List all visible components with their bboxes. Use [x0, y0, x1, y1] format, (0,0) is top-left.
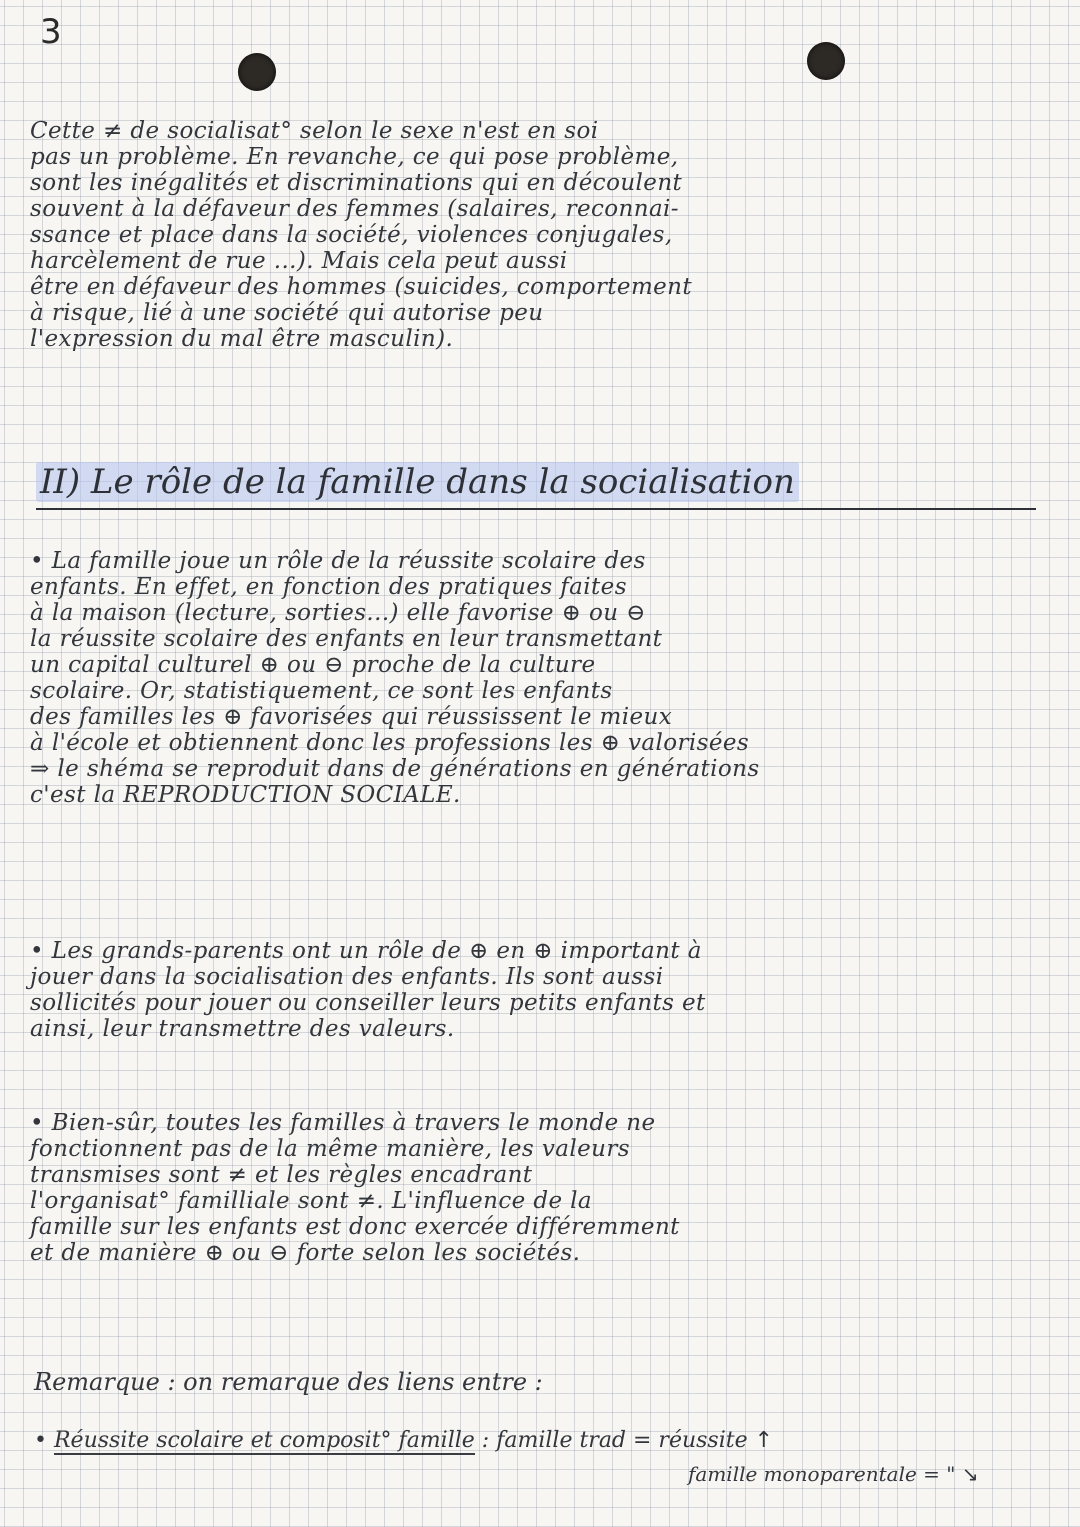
text-line: à la maison (lecture, sorties...) elle favorise ⊕ ou ⊖ [30, 600, 646, 626]
text-line: et de manière ⊕ ou ⊖ forte selon les sociétés. [30, 1240, 581, 1266]
text-line: Cette ≠ de socialisat° selon le sexe n'est en soi [30, 118, 599, 144]
remark-item [34, 1428, 773, 1453]
page-number: 3 [40, 12, 62, 52]
remark-single-parent [688, 1462, 979, 1486]
text-line: enfants. En effet, en fonction des pratiques faites [30, 574, 627, 600]
intro-paragraph [30, 118, 1065, 352]
text-line: ⇒ le shéma se reproduit dans de générations en générations [30, 756, 760, 782]
remark-item-separator: : [474, 1428, 497, 1453]
section-heading-text: II) Le rôle de la famille dans la socialisation [36, 462, 799, 502]
arrow-up-icon: ↑ [754, 1428, 774, 1453]
text-line: sollicités pour jouer ou conseiller leurs petits enfants et [30, 990, 706, 1016]
punch-hole-right [807, 42, 845, 80]
remark-traditional-family: famille trad = réussite [496, 1428, 748, 1453]
text-line: • La famille joue un rôle de la réussite scolaire des [30, 548, 646, 574]
text-line: jouer dans la socialisation des enfants. Ils sont aussi [30, 964, 664, 990]
text-line: la réussite scolaire des enfants en leur transmettant [30, 626, 663, 652]
text-line: harcèlement de rue ...). Mais cela peut aussi [30, 248, 568, 274]
remark-label: Remarque : on remarque des liens entre : [34, 1368, 543, 1396]
remark-item-subject: Réussite scolaire et composit° famille [53, 1428, 475, 1453]
text-line: c'est la REPRODUCTION SOCIALE. [30, 782, 461, 808]
text-line: transmises sont ≠ et les règles encadrant [30, 1162, 533, 1188]
text-line: ainsi, leur transmettre des valeurs. [30, 1016, 455, 1042]
text-line: des familles les ⊕ favorisées qui réussissent le mieux [30, 704, 673, 730]
text-line: • Bien-sûr, toutes les familles à travers le monde ne [30, 1110, 656, 1136]
text-line: • Les grands-parents ont un rôle de ⊕ en ⊕ important à [30, 938, 702, 964]
text-line: pas un problème. En revanche, ce qui pose problème, [30, 144, 679, 170]
paragraph-societies [30, 1110, 1065, 1266]
text-line: être en défaveur des hommes (suicides, comportement [30, 274, 693, 300]
text-line: à risque, lié à une société qui autorise peu [30, 300, 544, 326]
text-line: souvent à la défaveur des femmes (salaires, reconnai- [30, 196, 679, 222]
paragraph-family-school [30, 548, 1065, 808]
text-line: ssance et place dans la société, violences conjugales, [30, 222, 673, 248]
text-line: un capital culturel ⊕ ou ⊖ proche de la culture [30, 652, 596, 678]
text-line: scolaire. Or, statistiquement, ce sont les enfants [30, 678, 613, 704]
remark-single-parent-text: famille monoparentale = " [688, 1462, 956, 1486]
text-line: l'organisat° familliale sont ≠. L'influence de la [30, 1188, 593, 1214]
remark-item-bullet: • [34, 1428, 54, 1453]
text-line: l'expression du mal être masculin). [30, 326, 454, 352]
arrow-down-icon: ↘ [961, 1462, 979, 1486]
punch-hole-left [238, 53, 276, 91]
text-line: à l'école et obtiennent donc les professions les ⊕ valorisées [30, 730, 750, 756]
text-line: fonctionnent pas de la même manière, les valeurs [30, 1136, 630, 1162]
text-line: famille sur les enfants est donc exercée différemment [30, 1214, 680, 1240]
paragraph-grandparents [30, 938, 1065, 1042]
text-line: sont les inégalités et discriminations qui en découlent [30, 170, 683, 196]
section-heading [36, 462, 1036, 510]
